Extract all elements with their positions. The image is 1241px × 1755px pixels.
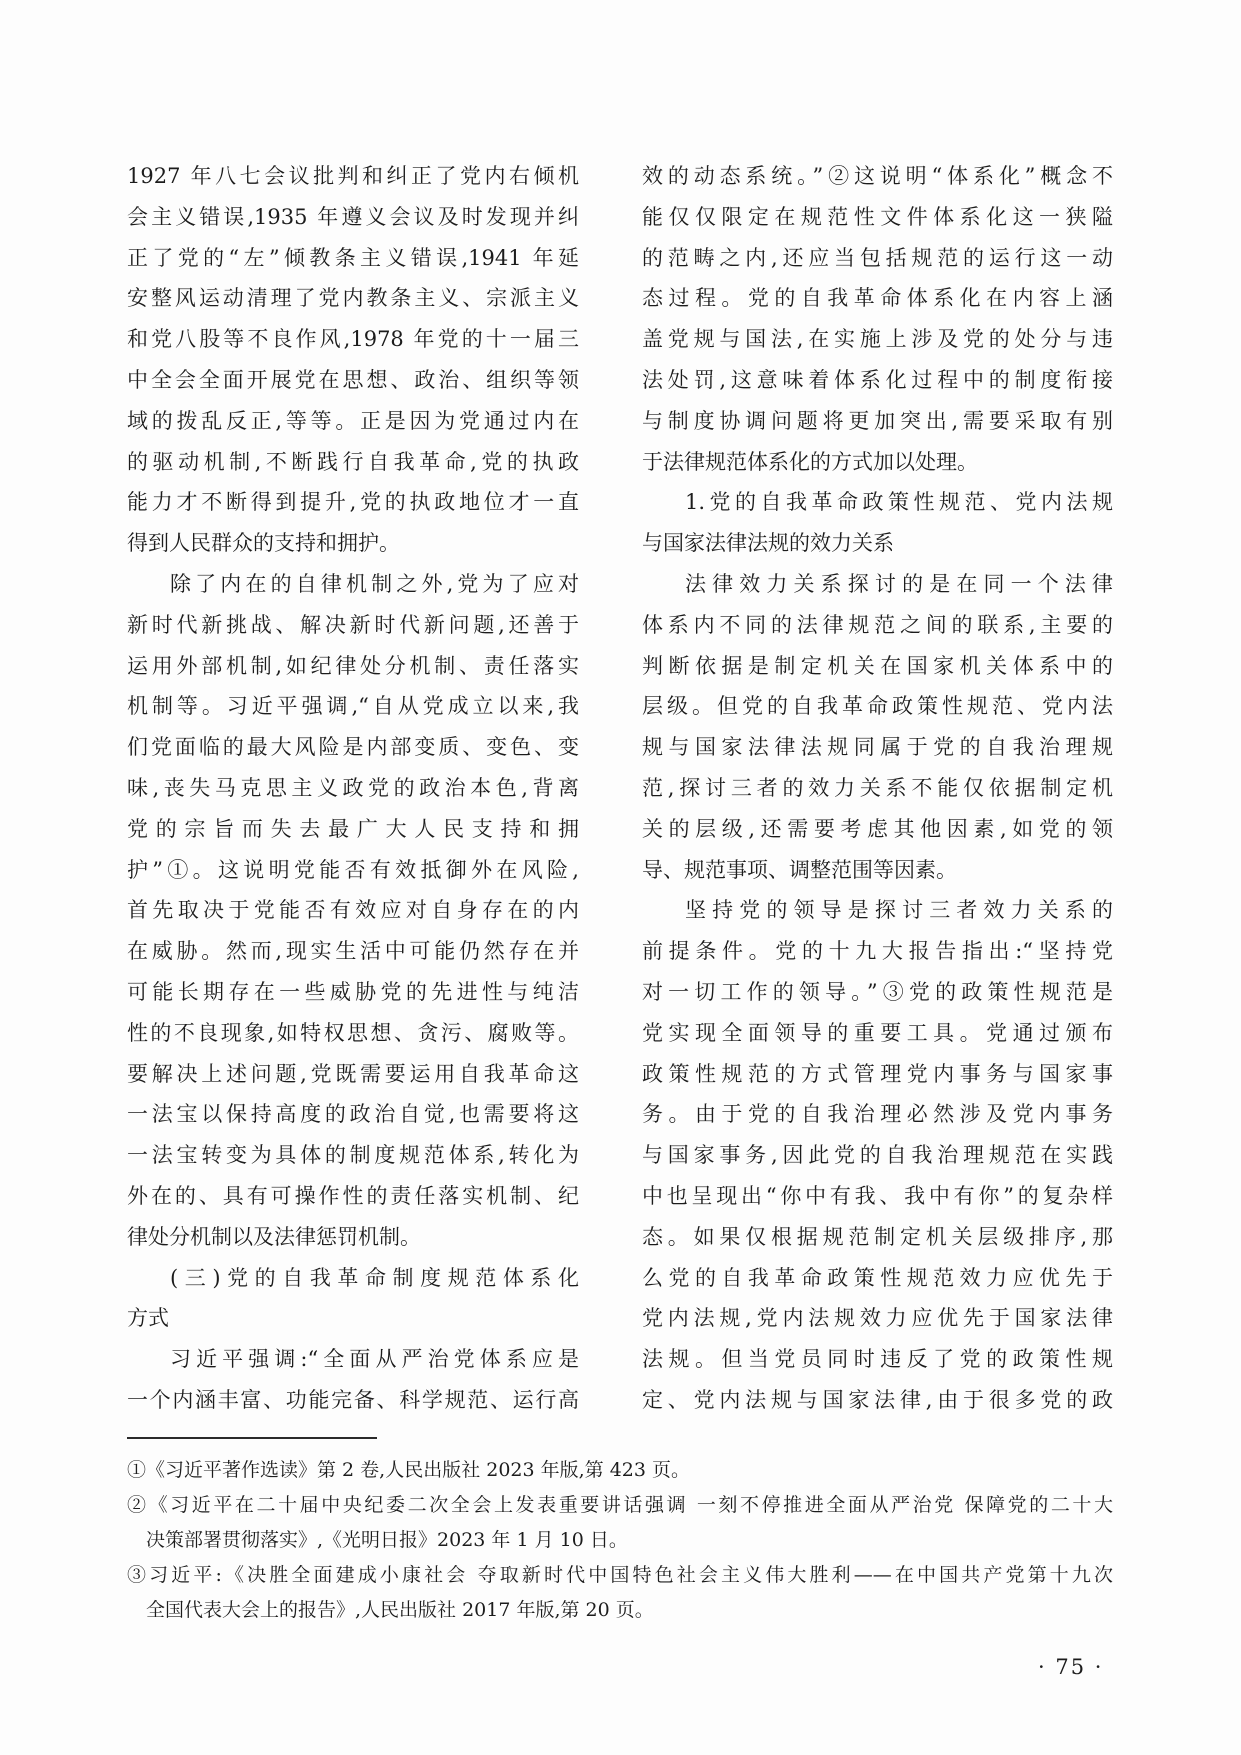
- text-line: 正了党的“左”倾教条主义错误,1941 年延: [127, 245, 579, 270]
- text-line: 法规。但当党员同时违反了党的政策性规: [642, 1347, 1113, 1372]
- text-line: 域的拨乱反正,等等。正是因为党通过内在: [127, 408, 579, 433]
- text-line: 习近平强调:“全面从严治党体系应是: [170, 1347, 579, 1372]
- text-line: 中也呈现出“你中有我、我中有你”的复杂样: [642, 1183, 1113, 1208]
- footnote-divider: [127, 1437, 377, 1439]
- text-line: 判断依据是制定机关在国家机关体系中的: [642, 653, 1113, 678]
- text-line: 1927 年八七会议批判和纠正了党内右倾机: [127, 164, 579, 188]
- text-line: 政策性规范的方式管理党内事务与国家事: [642, 1061, 1113, 1086]
- text-line: 务。由于党的自我治理必然涉及党内事务: [642, 1102, 1113, 1127]
- text-line: (三)党的自我革命制度规范体系化: [170, 1265, 579, 1290]
- page-number: · 75 ·: [1038, 1655, 1104, 1679]
- footnotes-block: [127, 1453, 1113, 1628]
- footnote-line: ③习近平:《决胜全面建成小康社会 夺取新时代中国特色社会主义伟大胜利——在中国共产党第十九次: [127, 1564, 1113, 1586]
- text-line: 新时代新挑战、解决新时代新问题,还善于: [127, 612, 579, 637]
- text-line: 味,丧失马克思主义政党的政治本色,背离: [127, 775, 579, 800]
- text-line: 机制等。习近平强调,“自从党成立以来,我: [127, 694, 579, 719]
- text-line: 安整风运动清理了党内教条主义、宗派主义: [127, 286, 579, 311]
- text-line: 么党的自我革命政策性规范效力应优先于: [642, 1265, 1113, 1290]
- text-line: 党实现全面领导的重要工具。党通过颁布: [642, 1020, 1113, 1045]
- text-line: 可能长期存在一些威胁党的先进性与纯洁: [127, 979, 579, 1004]
- text-line: 要解决上述问题,党既需要运用自我革命这: [127, 1061, 579, 1086]
- text-line: 与制度协调问题将更加突出,需要采取有别: [642, 408, 1113, 433]
- text-line: 规与国家法律法规同属于党的自我治理规: [642, 735, 1113, 760]
- footnote-line: ①《习近平著作选读》第 2 卷,人民出版社 2023 年版,第 423 页。: [127, 1459, 691, 1481]
- text-line: 一法宝以保持高度的政治自觉,也需要将这: [127, 1102, 579, 1127]
- text-line: 除了内在的自律机制之外,党为了应对: [170, 571, 579, 596]
- text-line: 会主义错误,1935 年遵义会议及时发现并纠: [127, 204, 579, 229]
- text-line: 体系内不同的法律规范之间的联系,主要的: [642, 612, 1113, 637]
- text-line: 护”①。这说明党能否有效抵御外在风险,: [127, 857, 579, 882]
- text-line: 于法律规范体系化的方式加以处理。: [642, 449, 978, 474]
- text-line: 律处分机制以及法律惩罚机制。: [127, 1224, 421, 1249]
- text-line: 前提条件。党的十九大报告指出:“坚持党: [642, 939, 1113, 964]
- text-line: 党的宗旨而失去最广大人民支持和拥: [127, 816, 579, 841]
- text-line: 与国家法律法规的效力关系: [642, 531, 894, 556]
- text-line: 能仅仅限定在规范性文件体系化这一狭隘: [642, 204, 1113, 229]
- text-line: 态过程。党的自我革命体系化在内容上涵: [642, 286, 1113, 311]
- text-line: 定、党内法规与国家法律,由于很多党的政: [642, 1387, 1113, 1412]
- text-line: 的驱动机制,不断践行自我革命,党的执政: [127, 449, 579, 474]
- text-line: 们党面临的最大风险是内部变质、变色、变: [127, 735, 579, 760]
- text-line: 对一切工作的领导。”③党的政策性规范是: [642, 979, 1113, 1004]
- text-line: 外在的、具有可操作性的责任落实机制、纪: [127, 1183, 579, 1208]
- text-line: 导、规范事项、调整范围等因素。: [642, 857, 957, 882]
- text-line: 与国家事务,因此党的自我治理规范在实践: [642, 1143, 1113, 1168]
- text-line: 在威胁。然而,现实生活中可能仍然存在并: [127, 939, 579, 964]
- left-column: [127, 156, 579, 1421]
- text-line: 能力才不断得到提升,党的执政地位才一直: [127, 490, 579, 515]
- text-line: 态。如果仅根据规范制定机关层级排序,那: [642, 1224, 1113, 1249]
- text-line: 的范畴之内,还应当包括规范的运行这一动: [642, 245, 1113, 270]
- text-line: 层级。但党的自我革命政策性规范、党内法: [642, 694, 1113, 719]
- text-line: 得到人民群众的支持和拥护。: [127, 531, 400, 556]
- text-line: 运用外部机制,如纪律处分机制、责任落实: [127, 653, 579, 678]
- text-line: 法律效力关系探讨的是在同一个法律: [685, 571, 1113, 596]
- footnote-line: 决策部署贯彻落实》,《光明日报》2023 年 1 月 10 日。: [146, 1529, 628, 1551]
- text-line: 一个内涵丰富、功能完备、科学规范、运行高: [127, 1387, 579, 1412]
- text-line: 盖党规与国法,在实施上涉及党的处分与违: [642, 327, 1113, 352]
- text-line: 1.党的自我革命政策性规范、党内法规: [685, 490, 1113, 515]
- text-line: 中全会全面开展党在思想、政治、组织等领: [127, 367, 579, 392]
- text-line: 范,探讨三者的效力关系不能仅依据制定机: [642, 775, 1113, 800]
- right-column: [642, 156, 1113, 1421]
- text-line: 坚持党的领导是探讨三者效力关系的: [685, 898, 1113, 923]
- footnote-line: ②《习近平在二十届中央纪委二次全会上发表重要讲话强调 一刻不停推进全面从严治党 保障党的二十大: [127, 1494, 1113, 1516]
- text-line: 党内法规,党内法规效力应优先于国家法律: [642, 1306, 1113, 1331]
- text-line: 性的不良现象,如特权思想、贪污、腐败等。: [127, 1020, 579, 1045]
- text-line: 法处罚,这意味着体系化过程中的制度衔接: [642, 367, 1113, 392]
- text-line: 和党八股等不良作风,1978 年党的十一届三: [127, 327, 579, 352]
- text-line: 首先取决于党能否有效应对自身存在的内: [127, 898, 579, 923]
- text-line: 方式: [127, 1306, 169, 1331]
- footnote-line: 全国代表大会上的报告》,人民出版社 2017 年版,第 20 页。: [146, 1599, 654, 1621]
- text-line: 效的动态系统。”②这说明“体系化”概念不: [642, 164, 1113, 188]
- text-line: 关的层级,还需要考虑其他因素,如党的领: [642, 816, 1113, 841]
- text-line: 一法宝转变为具体的制度规范体系,转化为: [127, 1143, 579, 1168]
